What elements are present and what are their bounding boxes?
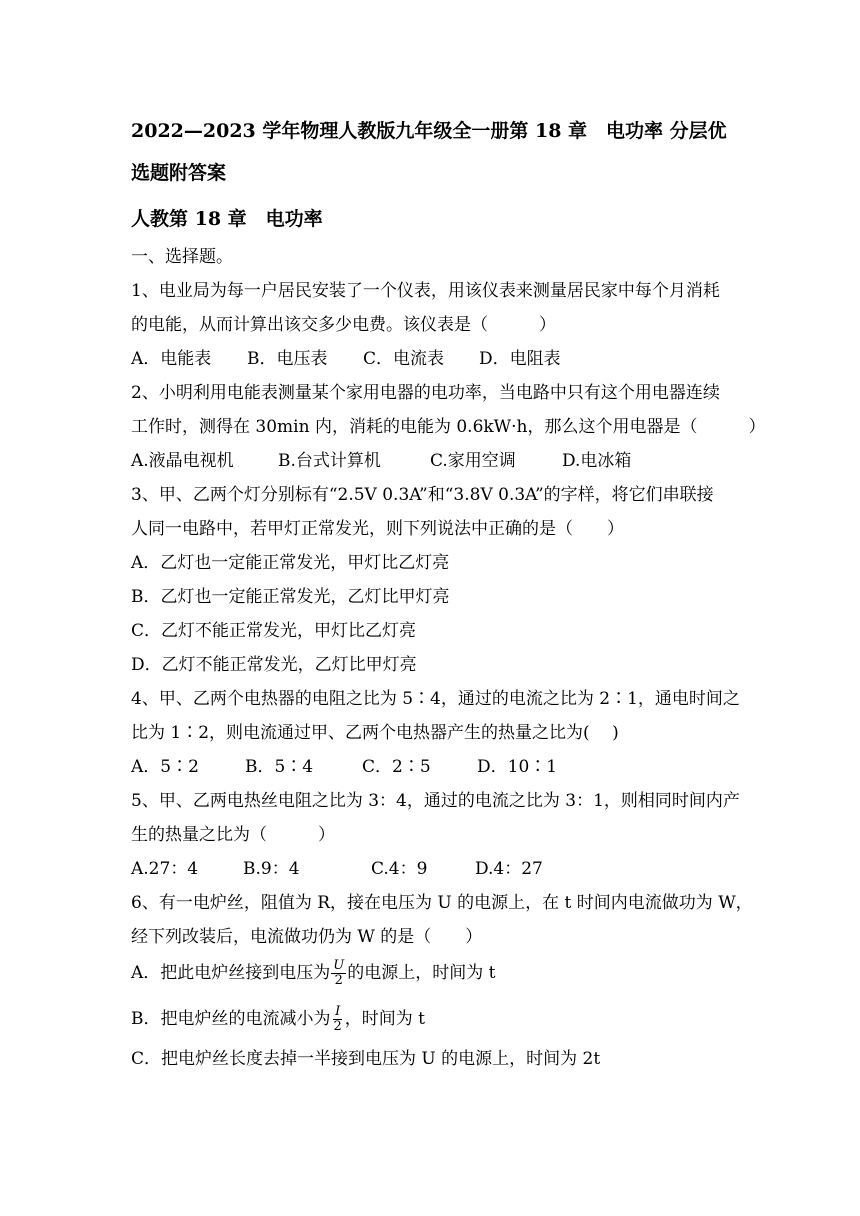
- question-2-option-a: A.液晶电视机: [131, 451, 234, 471]
- question-4-line-2: 比为 1∶2，则电流通过甲、乙两个电热器产生的热量之比为( ): [131, 723, 619, 743]
- question-3-option-b: B．乙灯也一定能正常发光，乙灯比甲灯亮: [131, 587, 450, 607]
- question-6-option-b-text: B．把电炉丝的电流减小为: [131, 1009, 331, 1029]
- question-1-option-d: D．电阻表: [479, 349, 561, 369]
- question-2-line-1: 2、小明利用电能表测量某个家用电器的电功率，当电路中只有这个用电器连续: [131, 383, 720, 403]
- question-3-line-2: 人同一电路中，若甲灯正常发光，则下列说法中正确的是（ ）: [131, 519, 624, 539]
- question-6-option-b-suffix: ，时间为 t: [344, 1009, 426, 1029]
- question-1-option-a: A．电能表: [131, 349, 212, 369]
- question-4-option-a: A．5∶2: [131, 757, 199, 777]
- fraction-denominator: 2: [333, 1019, 342, 1034]
- question-4-option-c: C．2∶5: [362, 757, 431, 777]
- question-4-option-b: B．5∶4: [245, 757, 314, 777]
- question-6-option-a-text: A．把此电炉丝接到电压为: [131, 963, 331, 983]
- document-title-line-1: 2022—2023 学年物理人教版九年级全一册第 18 章 电功率 分层优: [131, 120, 727, 142]
- question-5-line-1: 5、甲、乙两电热丝电阻之比为 3：4，通过的电流之比为 3：1，则相同时间内产: [131, 791, 740, 811]
- question-3-option-c: C．乙灯不能正常发光，甲灯比乙灯亮: [131, 621, 417, 641]
- fraction-numerator: U: [333, 958, 345, 973]
- question-5-option-a: A.27：4: [131, 859, 199, 879]
- fraction-i-over-2: [332, 1005, 344, 1034]
- question-2-option-c: C.家用空调: [430, 451, 516, 471]
- question-5-option-b: B.9：4: [243, 859, 300, 879]
- question-6-option-b: [131, 1004, 425, 1034]
- question-6-line-2: 经下列改装后，电流做功仍为 W 的是（ ）: [131, 927, 483, 947]
- question-2-line-2: 工作时，测得在 30min 内，消耗的电能为 0.6kW·h，那么这个用电器是（ ）: [131, 417, 766, 437]
- document-title-line-2: 选题附答案: [131, 162, 227, 184]
- question-6-option-a: [131, 958, 496, 988]
- question-1-option-c: C．电流表: [363, 349, 445, 369]
- question-3-option-d: D．乙灯不能正常发光，乙灯比甲灯亮: [131, 655, 417, 675]
- question-3-line-1: 3、甲、乙两个灯分别标有“2.5V 0.3A”和“3.8V 0.3A”的字样，将它们串联接: [131, 485, 714, 505]
- question-6-option-c: C．把电炉丝长度去掉一半接到电压为 U 的电源上，时间为 2t: [131, 1049, 601, 1069]
- question-1-options: [131, 348, 561, 370]
- question-2-option-b: B.台式计算机: [278, 451, 381, 471]
- question-4-options: [131, 756, 557, 778]
- section-label: 一、选择题。: [131, 247, 233, 267]
- question-1-option-b: B．电压表: [247, 349, 328, 369]
- fraction-denominator: 2: [334, 973, 343, 988]
- question-6-line-1: 6、有一电炉丝，阻值为 R，接在电压为 U 的电源上，在 t 时间内电流做功为 W，: [131, 893, 753, 913]
- question-2-options: [131, 450, 631, 472]
- question-3-option-a: A．乙灯也一定能正常发光，甲灯比乙灯亮: [131, 553, 450, 573]
- question-2-option-d: D.电冰箱: [562, 451, 632, 471]
- question-6-option-a-suffix: 的电源上，时间为 t: [347, 963, 496, 983]
- question-4-option-d: D．10∶1: [477, 757, 558, 777]
- question-4-line-1: 4、甲、乙两个电热器的电阻之比为 5∶4，通过的电流之比为 2∶1，通电时间之: [131, 689, 740, 709]
- question-5-option-d: D.4：27: [475, 859, 543, 879]
- fraction-u-over-2: [331, 959, 346, 988]
- question-5-line-2: 生的热量之比为（ ）: [131, 825, 335, 845]
- question-1-line-1: 1、电业局为每一户居民安装了一个仪表，用该仪表来测量居民家中每个月消耗: [131, 281, 720, 301]
- fraction-numerator: I: [335, 1004, 341, 1019]
- question-5-option-c: C.4：9: [371, 859, 428, 879]
- question-1-line-2: 的电能，从而计算出该交多少电费。该仪表是（ ）: [131, 315, 556, 335]
- chapter-heading: 人教第 18 章 电功率: [131, 208, 323, 230]
- question-5-options: [131, 858, 543, 880]
